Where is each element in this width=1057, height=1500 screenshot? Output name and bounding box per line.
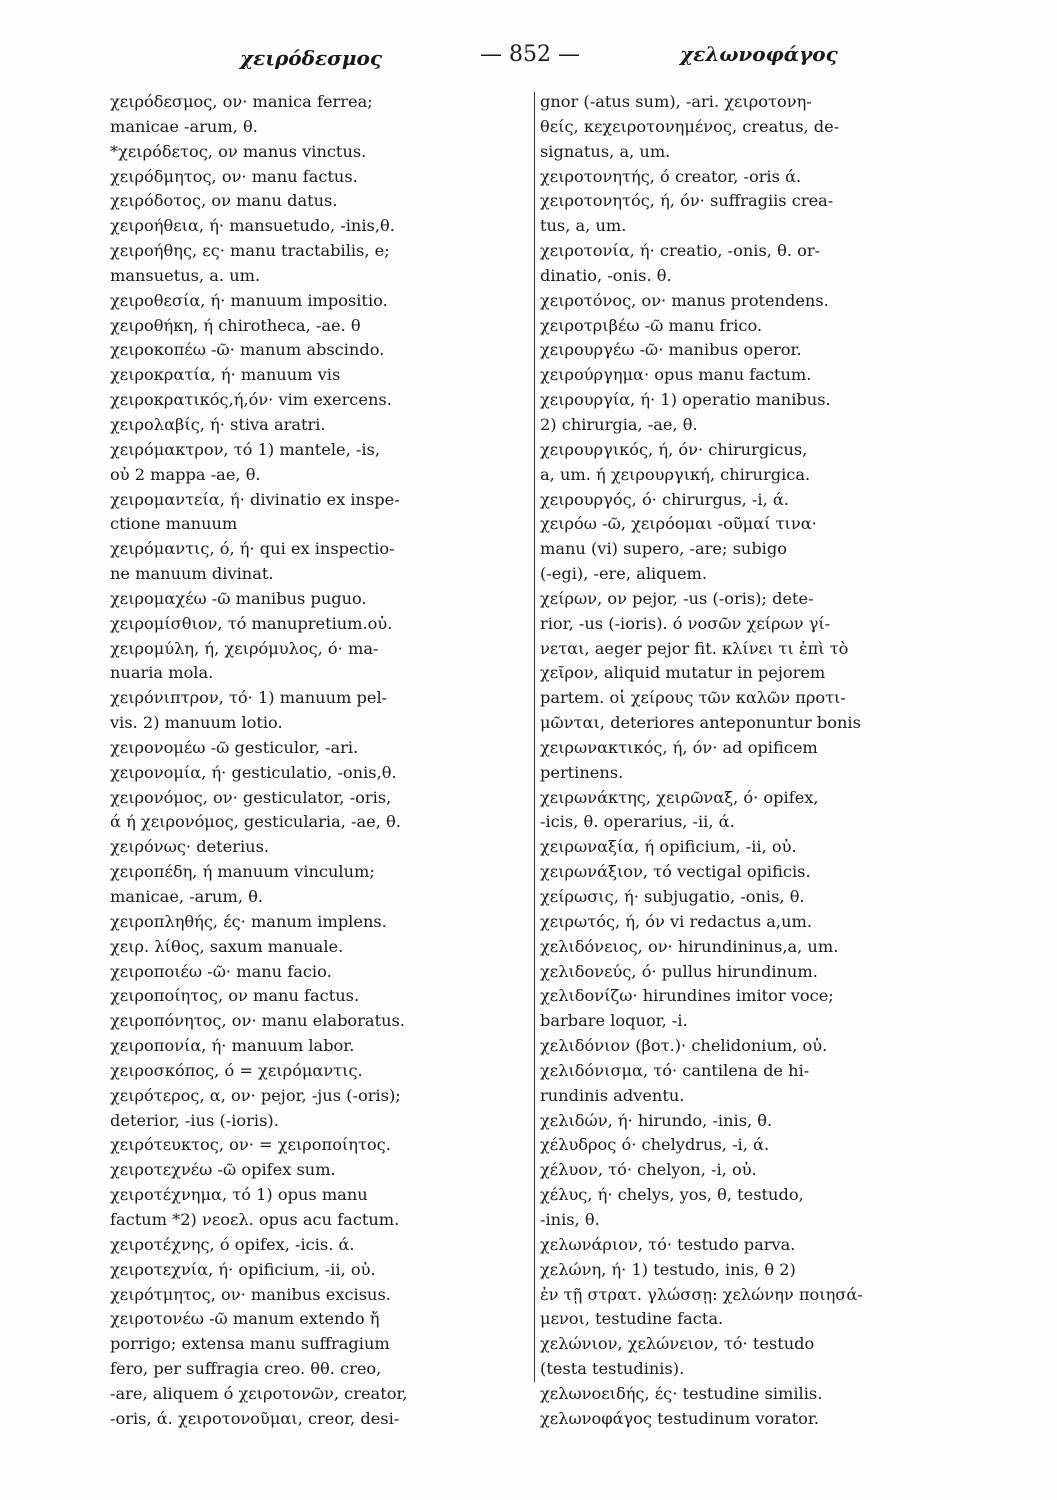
dictionary-line: ctione manuum bbox=[110, 514, 238, 534]
dictionary-line: χειρόω -ῶ, χειρόομαι -οῦμαί τινα· bbox=[540, 514, 817, 534]
dictionary-line: χειρονομία, ή· gesticulatio, -onis,θ. bbox=[110, 762, 397, 782]
dictionary-line: χελωνάριον, τό· testudo parva. bbox=[540, 1234, 796, 1254]
dictionary-line: χειροτονία, ή· creatio, -onis, θ. or- bbox=[540, 241, 821, 261]
dictionary-line: χεῖρον, aliquid mutatur in pejorem bbox=[540, 663, 826, 683]
dictionary-line: dinatio, -onis. θ. bbox=[540, 265, 672, 285]
dictionary-line: ἐν τῇ στρατ. γλώσσῃ: χελώνην ποιησά- bbox=[540, 1284, 863, 1304]
dictionary-line: χειρουργός, ό· chirurgus, -i, ά. bbox=[540, 489, 789, 509]
left-column bbox=[110, 90, 530, 1432]
dictionary-line: χειροτέχνημα, τό 1) opus manu bbox=[110, 1185, 368, 1205]
dictionary-line: barbare loquor, -i. bbox=[540, 1011, 688, 1031]
dictionary-line: χειροπέδη, ή manuum vinculum; bbox=[110, 862, 375, 882]
dictionary-line: χειρούργημα· opus manu factum. bbox=[540, 365, 812, 385]
dictionary-line: χέλυδρος ό· chelydrus, -i, ά. bbox=[540, 1135, 770, 1155]
running-head-left: χειρόδεσμος bbox=[240, 46, 383, 70]
dictionary-line: μῶνται, deteriores anteponuntur bonis bbox=[540, 713, 861, 733]
dictionary-line: χειροποίητος, ον manu factus. bbox=[110, 986, 360, 1006]
dictionary-line: χελώνη, ή· 1) testudo, inis, θ 2) bbox=[540, 1259, 796, 1279]
dictionary-line: χειρ. λίθος, saxum manuale. bbox=[110, 936, 344, 956]
dictionary-line: -are, aliquem ό χειροτονῶν, creator, bbox=[110, 1383, 408, 1403]
dictionary-line: χειροτεχνία, ή· opificium, -ii, οὐ. bbox=[110, 1259, 376, 1279]
dictionary-line: χελιδόνιον (βοτ.)· chelidonium, οὐ. bbox=[540, 1036, 828, 1056]
dictionary-line: χειρόνως· deterius. bbox=[110, 837, 270, 857]
dictionary-line: -icis, θ. operarius, -ii, ά. bbox=[540, 812, 735, 832]
dictionary-line: χειρομύλη, ή, χειρόμυλος, ό· ma- bbox=[110, 638, 379, 658]
dictionary-line: οὐ 2 mappa -ae, θ. bbox=[110, 464, 261, 484]
dictionary-line: χελιδονεύς, ό· pullus hirundinum. bbox=[540, 961, 818, 981]
column-divider bbox=[534, 92, 535, 1382]
dictionary-line: χειρουργικός, ή, όν· chirurgicus, bbox=[540, 439, 808, 459]
dictionary-line: porrigo; extensa manu suffragium bbox=[110, 1334, 390, 1354]
dictionary-line: partem. οἱ χείρους τῶν καλῶν προτι- bbox=[540, 688, 846, 708]
running-head-right: χελωνοφάγος bbox=[680, 42, 838, 66]
dictionary-line: gnor (-atus sum), -ari. χειροτονη- bbox=[540, 92, 812, 111]
dictionary-line: χελωνοειδής, ές· testudine similis. bbox=[540, 1383, 823, 1403]
dictionary-line: mansuetus, a. um. bbox=[110, 265, 261, 285]
dictionary-line: χειρόμακτρον, τό 1) mantele, -is, bbox=[110, 439, 380, 459]
dictionary-line: χελιδών, ή· hirundo, -inis, θ. bbox=[540, 1110, 773, 1130]
dictionary-line: θείς, κεχειροτονημένος, creatus, de- bbox=[540, 116, 840, 136]
dictionary-line: ne manuum divinat. bbox=[110, 564, 274, 584]
dictionary-line: χειροποιέω -ῶ· manu facio. bbox=[110, 961, 332, 981]
dictionary-line: χειροκρατικός,ή,όν· vim exercens. bbox=[110, 390, 392, 410]
dictionary-line: manicae, -arum, θ. bbox=[110, 887, 264, 906]
dictionary-line: χειροτόνος, ον· manus protendens. bbox=[540, 290, 829, 310]
dictionary-line: χειροπονία, ή· manuum labor. bbox=[110, 1036, 355, 1056]
dictionary-line: χειροθεσία, ή· manuum impositio. bbox=[110, 290, 388, 310]
dictionary-line: χειρότερος, α, ον· pejor, -jus (-oris); bbox=[110, 1085, 401, 1105]
dictionary-line: χειροπληθής, ές· manum implens. bbox=[110, 911, 387, 931]
dictionary-line: χειρωναξία, ή opificium, -ii, οὐ. bbox=[540, 837, 797, 857]
dictionary-line: rior, -us (-ioris). ό νοσῶν χείρων γί- bbox=[540, 613, 831, 633]
dictionary-line: χελιδονίζω· hirundines imitor voce; bbox=[540, 986, 834, 1006]
dictionary-line: χειρονόμος, ον· gesticulator, -oris, bbox=[110, 787, 392, 807]
dictionary-line: vis. 2) manuum lotio. bbox=[110, 713, 283, 733]
dictionary-line: χειρομαντεία, ή· divinatio ex inspe- bbox=[110, 489, 400, 509]
dictionary-line: -inis, θ. bbox=[540, 1209, 600, 1229]
right-column bbox=[540, 90, 935, 1432]
dictionary-line: χελώνιον, χελώνειον, τό· testudo bbox=[540, 1334, 815, 1354]
dictionary-line: χειρωνάκτης, χειρῶναξ, ό· opifex, bbox=[540, 787, 819, 807]
dictionary-line: χειροήθης, ες· manu tractabilis, e; bbox=[110, 241, 390, 261]
dictionary-line: χειροτονητής, ό creator, -oris ά. bbox=[540, 166, 802, 186]
dictionary-line: fero, per suffragia creo. θθ. creo, bbox=[110, 1359, 382, 1379]
dictionary-line: χειροπόνητος, ον· manu elaboratus. bbox=[110, 1011, 405, 1031]
dictionary-line: χέλυον, τό· chelyon, -i, οὐ. bbox=[540, 1160, 757, 1180]
dictionary-line: χειρόδεσμος, ον· manica ferrea; bbox=[110, 92, 373, 111]
dictionary-line: χελιδόνειος, ον· hirundininus,a, um. bbox=[540, 936, 839, 956]
dictionary-line: χειροσκόπος, ό = χειρόμαντις. bbox=[110, 1060, 363, 1080]
dictionary-line: pertinens. bbox=[540, 762, 624, 782]
dictionary-line: χελιδόνισμα, τό· cantilena de hi- bbox=[540, 1060, 810, 1080]
dictionary-line: χειρουργέω -ῶ· manibus operor. bbox=[540, 340, 802, 360]
dictionary-line: χειροτέχνης, ό opifex, -icis. ά. bbox=[110, 1234, 355, 1254]
dictionary-line: a, um. ή χειρουργική, chirurgica. bbox=[540, 464, 811, 484]
dictionary-line: nuaria mola. bbox=[110, 663, 214, 683]
dictionary-line: χείρων, ον pejor, -us (-oris); dete- bbox=[540, 588, 814, 608]
page-header bbox=[110, 38, 930, 78]
dictionary-line: deterior, -ius (-ioris). bbox=[110, 1110, 279, 1130]
dictionary-line: (-egi), -ere, aliquem. bbox=[540, 564, 708, 584]
dictionary-line: χειρομαχέω -ῶ manibus puguo. bbox=[110, 588, 367, 608]
dictionary-line: χειροτριβέω -ῶ manu frico. bbox=[540, 315, 763, 335]
dictionary-line: χειροτονητός, ή, όν· suffragiis crea- bbox=[540, 191, 834, 211]
dictionary-line: χειρολαβίς, ή· stiva aratri. bbox=[110, 414, 326, 434]
dictionary-line: manu (vi) supero, -are; subigo bbox=[540, 539, 787, 559]
dictionary-line: χειρότμητος, ον· manibus excisus. bbox=[110, 1284, 391, 1304]
dictionary-line: χειρωνάξιον, τό vectigal opificis. bbox=[540, 862, 811, 882]
dictionary-line: χειρομίσθιον, τό manupretium.οὐ. bbox=[110, 613, 393, 633]
dictionary-line: χείρωσις, ή· subjugatio, -onis, θ. bbox=[540, 887, 805, 906]
dictionary-line: χέλυς, ή· chelys, yos, θ, testudo, bbox=[540, 1185, 804, 1205]
dictionary-line: χειρωνακτικός, ή, όν· ad opificem bbox=[540, 737, 818, 757]
dictionary-line: (testa testudinis). bbox=[540, 1359, 685, 1379]
dictionary-line: rundinis adventu. bbox=[540, 1085, 685, 1105]
dictionary-line: χειρόνιπτρον, τό· 1) manuum pel- bbox=[110, 688, 388, 708]
dictionary-line: χελωνοφάγος testudinum vorator. bbox=[540, 1408, 819, 1428]
dictionary-line: manicae -arum, θ. bbox=[110, 116, 258, 136]
dictionary-line: -oris, ά. χειροτονοῦμαι, creor, desi- bbox=[110, 1408, 400, 1428]
dictionary-line: χειροκοπέω -ῶ· manum abscindo. bbox=[110, 340, 385, 360]
dictionary-line: factum *2) νεοελ. opus acu factum. bbox=[110, 1209, 400, 1229]
dictionary-line: χειρονομέω -ῶ gesticulor, -ari. bbox=[110, 737, 359, 757]
dictionary-line: χειρωτός, ή, όν vi redactus a,um. bbox=[540, 911, 813, 931]
page-number: — 852 — bbox=[480, 42, 580, 67]
dictionary-line: χειροτεχνέω -ῶ opifex sum. bbox=[110, 1160, 336, 1180]
dictionary-line: *χειρόδετος, ον manus vinctus. bbox=[110, 141, 367, 161]
dictionary-line: tus, a, um. bbox=[540, 216, 627, 236]
dictionary-line: χειρουργία, ή· 1) operatio manibus. bbox=[540, 390, 831, 410]
dictionary-line: χειρόμαντις, ό, ή· qui ex inspectio- bbox=[110, 539, 395, 559]
dictionary-line: χειρότευκτος, ον· = χειροποίητος. bbox=[110, 1135, 391, 1155]
dictionary-line: χειρόδοτος, ον manu datus. bbox=[110, 191, 338, 211]
dictionary-line: χειρόδμητος, ον· manu factus. bbox=[110, 166, 358, 186]
dictionary-line: χειροήθεια, ή· mansuetudo, -inis,θ. bbox=[110, 216, 395, 236]
dictionary-line: μενοι, testudine facta. bbox=[540, 1309, 724, 1329]
dictionary-line: ά ή χειρονόμος, gesticularia, -ae, θ. bbox=[110, 812, 401, 832]
dictionary-line: νεται, aeger pejor fit. κλίνει τι ἐπὶ τὸ bbox=[540, 638, 849, 658]
dictionary-line: χειροκρατία, ή· manuum vis bbox=[110, 365, 341, 385]
dictionary-line: signatus, a, um. bbox=[540, 141, 671, 161]
dictionary-line: χειροθήκη, ή chirotheca, -ae. θ bbox=[110, 315, 361, 335]
dictionary-line: χειροτονέω -ῶ manum extendo ἤ bbox=[110, 1309, 380, 1329]
dictionary-line: 2) chirurgia, -ae, θ. bbox=[540, 414, 698, 434]
